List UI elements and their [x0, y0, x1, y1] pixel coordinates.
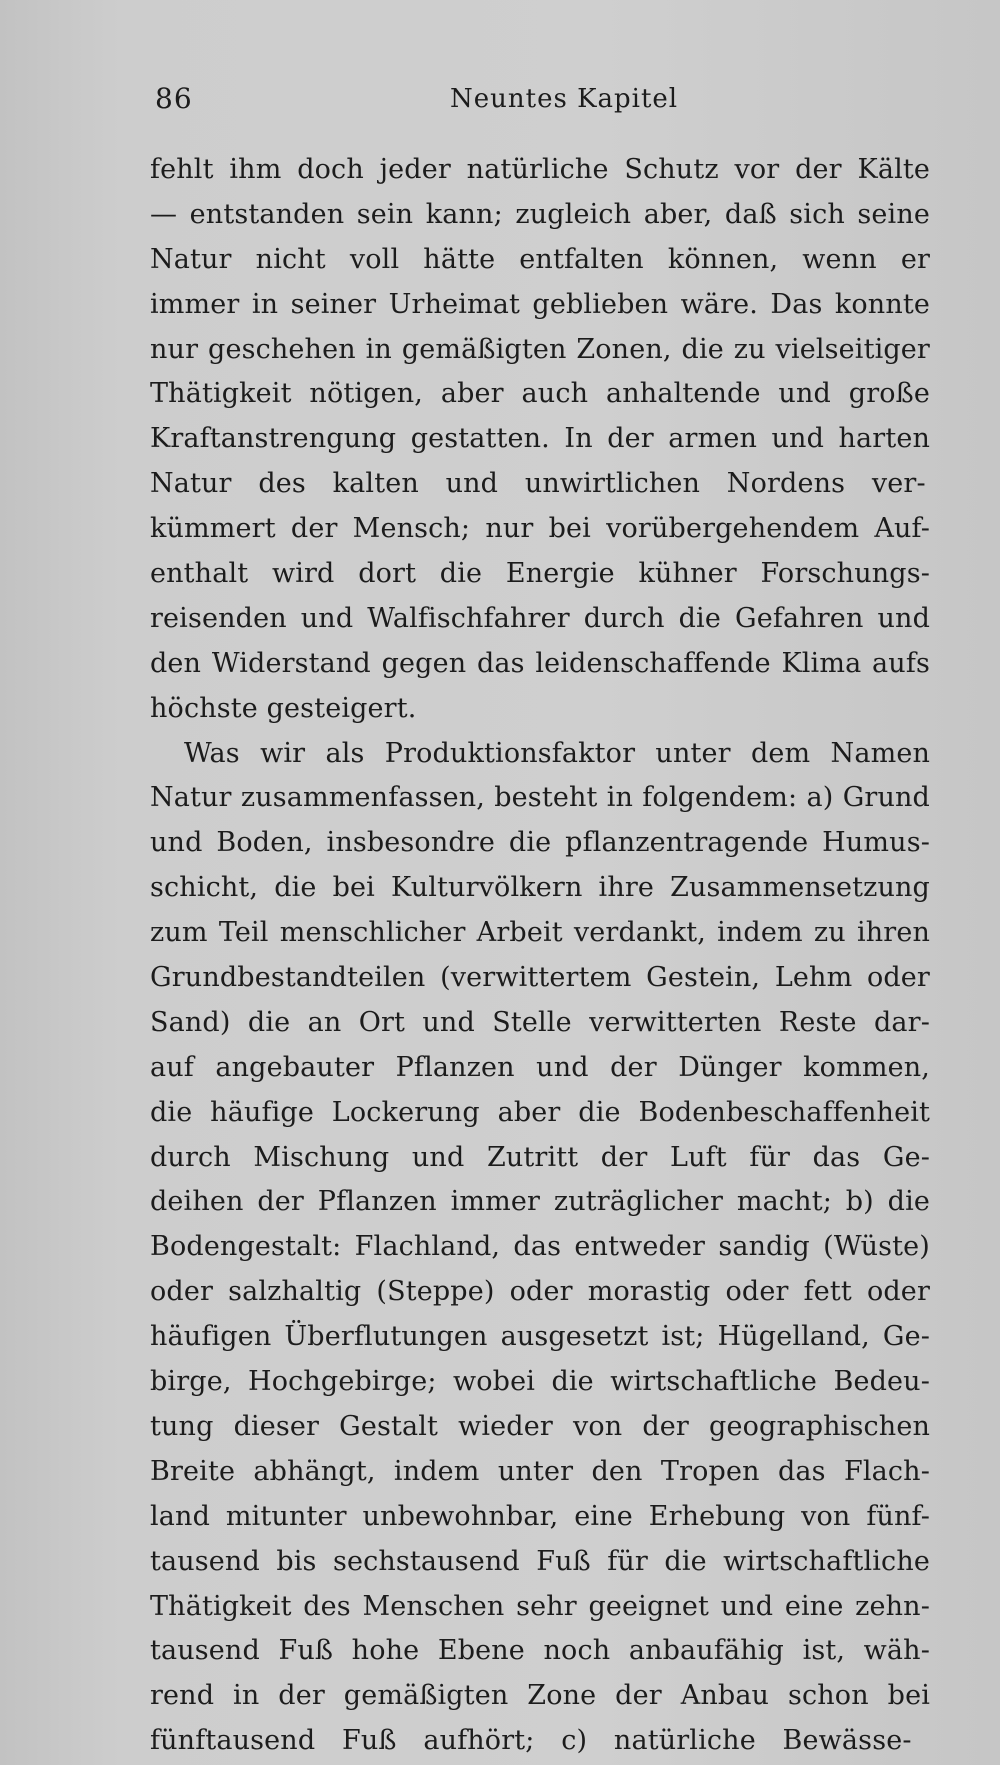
text-line: — entstanden sein kann; zugleich aber, daß sich seine [150, 198, 930, 230]
text-line: Bodengestalt: Flachland, das entweder sandig (Wüste) [150, 1231, 930, 1263]
text-line: tausend bis sechstausend Fuß für die wirtschaftliche [150, 1545, 930, 1577]
text-line: Thätigkeit nötigen, aber auch anhaltende und große [150, 378, 930, 410]
text-line: höchste gesteigert. [150, 692, 417, 724]
text-line: tausend Fuß hohe Ebene noch anbaufähig ist, wäh- [150, 1635, 930, 1667]
text-line: immer in seiner Urheimat geblieben wäre. Das konnte [150, 288, 930, 320]
text-line: fehlt ihm doch jeder natürliche Schutz vor der Kälte [150, 154, 930, 185]
text-line: Natur zusammenfassen, besteht in folgendem: a) Grund [150, 782, 930, 814]
running-head: Neuntes Kapitel [450, 84, 679, 114]
text-line: land mitunter unbewohnbar, eine Erhebung von fünf- [150, 1500, 930, 1532]
text-line: deihen der Pflanzen immer zuträglicher macht; b) die [150, 1186, 930, 1218]
page-header [155, 82, 935, 122]
text-line: auf angebauter Pflanzen und der Dünger kommen, [150, 1051, 930, 1083]
text-line: enthalt wird dort die Energie kühner Forschungs- [150, 558, 930, 590]
text-line: häufigen Überflutungen ausgesetzt ist; Hügelland, Ge- [150, 1321, 930, 1353]
text-line: schicht, die bei Kulturvölkern ihre Zusammensetzung [150, 872, 930, 904]
text-line: Grundbestandteilen (verwittertem Gestein, Lehm oder [150, 962, 930, 994]
text-line: den Widerstand gegen das leidenschaffende Klima aufs [150, 647, 930, 679]
page-number: 86 [155, 82, 193, 115]
text-line: Thätigkeit des Menschen sehr geeignet und eine zehn- [150, 1590, 930, 1622]
text-line: Natur des kalten und unwirtlichen Nordens ver- [150, 468, 926, 500]
text-line: die häufige Lockerung aber die Bodenbeschaffenheit [150, 1096, 930, 1128]
text-line: durch Mischung und Zutritt der Luft für das Ge- [150, 1141, 930, 1173]
text-line: reisenden und Walfischfahrer durch die Gefahren und [150, 602, 930, 634]
text-line: und Boden, insbesondre die pflanzentragende Humus- [150, 827, 930, 859]
text-line: rend in der gemäßigten Zone der Anbau schon bei [150, 1680, 930, 1712]
text-line: tung dieser Gestalt wieder von der geographischen [150, 1410, 930, 1442]
text-line: fünftausend Fuß aufhört; c) natürliche Bewässe- [150, 1725, 912, 1757]
text-line: Kraftanstrengung gestatten. In der armen und harten [150, 423, 930, 455]
text-line: Sand) die an Ort und Stelle verwitterten Reste dar- [150, 1006, 930, 1038]
text-line: oder salzhaltig (Steppe) oder morastig oder fett oder [150, 1276, 930, 1308]
text-line: kümmert der Mensch; nur bei vorübergehendem Auf- [150, 513, 930, 545]
body-text [150, 148, 930, 1764]
text-line: nur geschehen in gemäßigten Zonen, die zu vielseitiger [150, 333, 930, 365]
text-line: zum Teil menschlicher Arbeit verdankt, indem zu ihren [150, 917, 930, 949]
text-line: Breite abhängt, indem unter den Tropen das Flach- [150, 1455, 930, 1487]
text-line: Was wir als Produktionsfaktor unter dem Namen [184, 737, 930, 769]
text-line: Natur nicht voll hätte entfalten können, wenn er [150, 243, 930, 275]
text-line: birge, Hochgebirge; wobei die wirtschaftliche Bedeu- [150, 1366, 930, 1398]
